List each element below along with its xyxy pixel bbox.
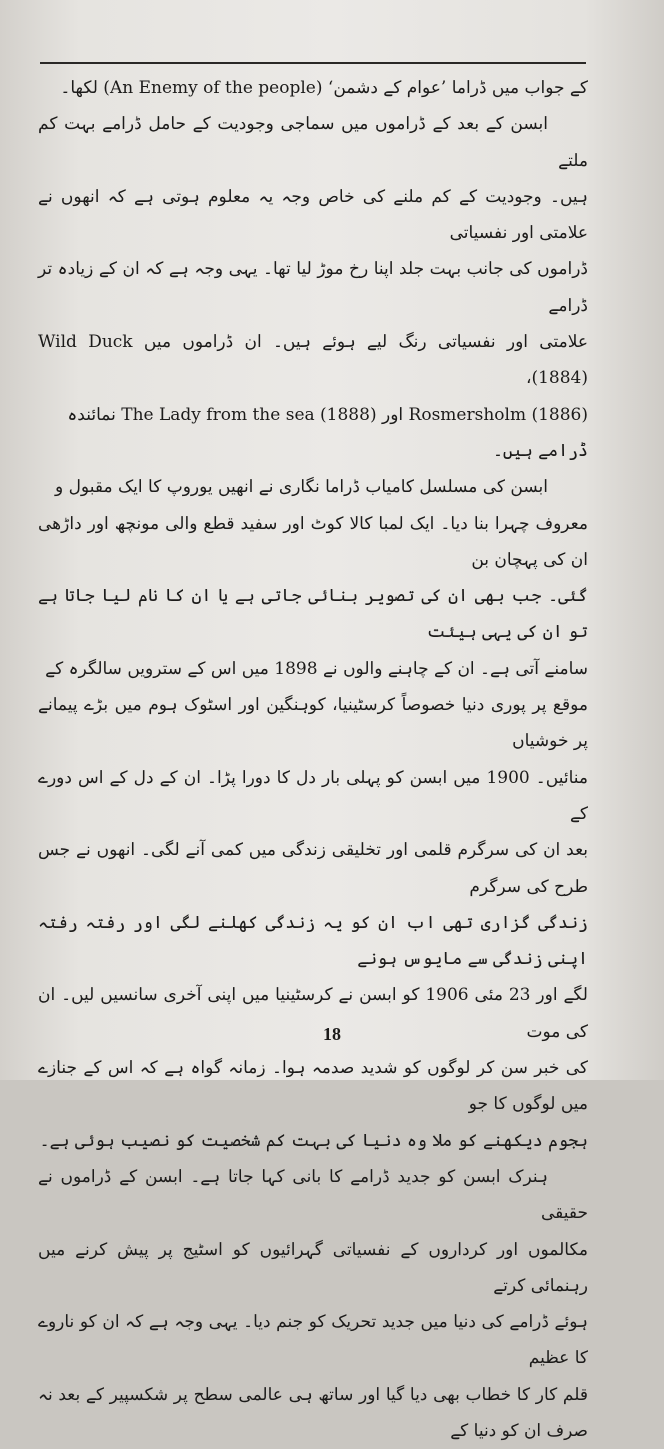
text-line: مکالموں اور کرداروں کے نفسیاتی گہرائیوں کو اسٹیج پر پیش کرنے میں رہنمائی کرتے: [38, 1239, 588, 1296]
text-line: ابسن کی مسلسل کامیاب ڈراما نگاری نے انھیں یوروپ کا ایک مقبول و: [54, 477, 548, 498]
text-line: ڈراموں کی جانب بہت جلد اپنا رخ موڑ لیا تھا۔ یہی وجہ ہے کہ ان کے زیادہ تر ڈرامے: [38, 259, 588, 316]
text-line: ہوئے ڈرامے کی دنیا میں جدید تحریک کو جنم دیا۔ یہی وجہ ہے کہ ان کو ناروے کا عظیم: [38, 1312, 588, 1369]
text-line: کے جواب میں ڈراما ’عوام کے دشمن‘ (An Enemy of the people) لکھا۔: [60, 78, 588, 98]
text-line: Rosmersholm (1886) اور The Lady from the sea (1888) نمائندہ: [67, 404, 588, 425]
text-line: معروف چہرا بنا دیا۔ ایک لمبا کالا کوٹ اور سفید قطع والی مونچھ اور داڑھی ان کی پہچان بن: [38, 513, 588, 570]
text-line: ہجوم دیکھنے کو ملا وہ دنیا کی بہت کم شخصیت کو نصیب ہوئی ہے۔: [39, 1130, 588, 1151]
text-line: سامنے آتی ہے۔ ان کے چاہنے والوں نے 1898 میں اس کے سترویں سالگرہ کے: [45, 658, 588, 679]
text-line: قلم کار کا خطاب بھی دیا گیا اور ساتھ ہی عالمی سطح پر شکسپیر کے بعد نہ صرف ان کو دنیا کے: [38, 1384, 588, 1441]
body-text: [38, 70, 588, 1449]
text-line: ہنرک ابسن کو جدید ڈرامے کا بانی کہا جاتا ہے۔ ابسن کے ڈراموں نے حقیقی: [38, 1166, 588, 1224]
text-line: زندگی گزاری تھی اب ان کو یہ زندگی کھلنے لگی اور رفتہ رفتہ اپنی زندگی سے مایوس ہونے: [38, 912, 588, 970]
header-rule: [40, 62, 586, 64]
text-line: موقع پر پوری دنیا خصوصاً کرسٹینیا، کوہنگین اور اسٹوک ہوم میں بڑے پیمانے پر خوشیاں: [38, 695, 588, 752]
text-line: منائیں۔ 1900 میں ابسن کو پہلی بار دل کا دورا پڑا۔ ان کے دل کے اس دورے کے: [38, 767, 588, 824]
text-line: ابسن کے بعد کے ڈراموں میں سماجی وجودیت کے حامل ڈرامے بہت کم ملتے: [38, 114, 588, 171]
text-line: ہیں۔ وجودیت کے کم ملنے کی خاص وجہ یہ معلوم ہوتی ہے کہ انھوں نے علامتی اور نفسیاتی: [38, 186, 588, 244]
text-line: علامتی اور نفسیاتی رنگ لیے ہوئے ہیں۔ ان ڈراموں میں Wild Duck (1884)،: [38, 332, 588, 389]
text-line: ڈرامے ہیں۔: [492, 440, 588, 461]
page-number: 18: [323, 1024, 341, 1044]
text-line: کی خبر سن کر لوگوں کو شدید صدمہ ہوا۔ زمانہ گواہ ہے کہ اس کے جنازے میں لوگوں کا جو: [38, 1058, 588, 1115]
text-line: گئی۔ جب بھی ان کی تصویر بنائی جاتی ہے یا ان کا نام لیا جاتا ہے تو ان کی یہی ہیئت: [38, 586, 588, 643]
text-line: بعد ان کی سرگرم قلمی اور تخلیقی زندگی میں کمی آنے لگی۔ انھوں نے جس طرح کی سرگرم: [38, 840, 588, 897]
text-line: لگے اور 23 مئی 1906 کو ابسن نے کرسٹینیا میں اپنی آخری سانسیں لیں۔ ان کی موت: [38, 985, 588, 1042]
